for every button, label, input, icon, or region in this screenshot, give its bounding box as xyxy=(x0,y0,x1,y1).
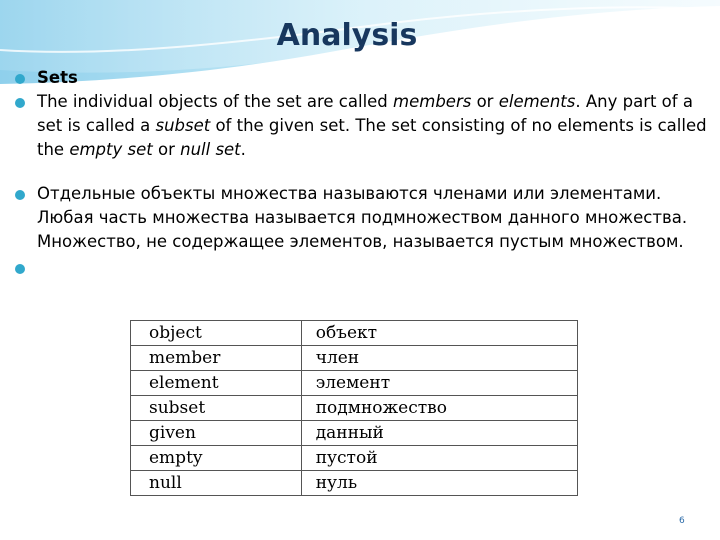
text-run: or xyxy=(152,140,181,159)
text-run: or xyxy=(471,92,499,111)
text-run: . Any part of a set is called a xyxy=(37,92,693,135)
term-russian: элемент xyxy=(301,371,577,396)
table-row xyxy=(131,396,578,421)
term-english: null xyxy=(131,471,302,496)
sets-heading: Sets xyxy=(37,68,78,87)
term-english: empty xyxy=(131,446,302,471)
russian-definition-text: Отдельные объекты множества называются членами или элементами. Любая часть множества называется подмножеством данного множества. Множество, не содержащее элементов, называется пустым множеством. xyxy=(37,184,688,251)
italic-term: null set xyxy=(180,140,241,159)
term-russian: нуль xyxy=(301,471,577,496)
table-row xyxy=(131,446,578,471)
vocabulary-table xyxy=(130,320,578,496)
english-definition-text xyxy=(37,92,707,159)
italic-term: subset xyxy=(155,116,211,135)
term-english: element xyxy=(131,371,302,396)
term-russian: член xyxy=(301,346,577,371)
table-row xyxy=(131,371,578,396)
italic-term: members xyxy=(393,92,472,111)
term-english: given xyxy=(131,421,302,446)
term-russian: подмножество xyxy=(301,396,577,421)
term-russian: пустой xyxy=(301,446,577,471)
term-english: member xyxy=(131,346,302,371)
vocabulary-table-body xyxy=(131,321,578,496)
term-russian: объект xyxy=(301,321,577,346)
slide-title: Analysis xyxy=(276,18,418,53)
text-run: of the given set. The set consisting of no elements is called the xyxy=(37,116,707,159)
table-row xyxy=(131,471,578,496)
term-english: subset xyxy=(131,396,302,421)
italic-term: empty set xyxy=(69,140,153,159)
bullet-russian-definition xyxy=(0,182,720,254)
table-row xyxy=(131,321,578,346)
table-row xyxy=(131,421,578,446)
page-number: 6 xyxy=(679,516,685,526)
table-row xyxy=(131,346,578,371)
term-russian: данный xyxy=(301,421,577,446)
bullet-sets xyxy=(0,66,720,90)
term-english: object xyxy=(131,321,302,346)
bullet-list xyxy=(0,66,720,278)
text-run: . xyxy=(240,140,246,159)
bullet-empty xyxy=(0,256,720,278)
italic-term: elements xyxy=(498,92,576,111)
bullet-english-definition xyxy=(0,90,720,162)
text-run: The individual objects of the set are called xyxy=(37,92,394,111)
